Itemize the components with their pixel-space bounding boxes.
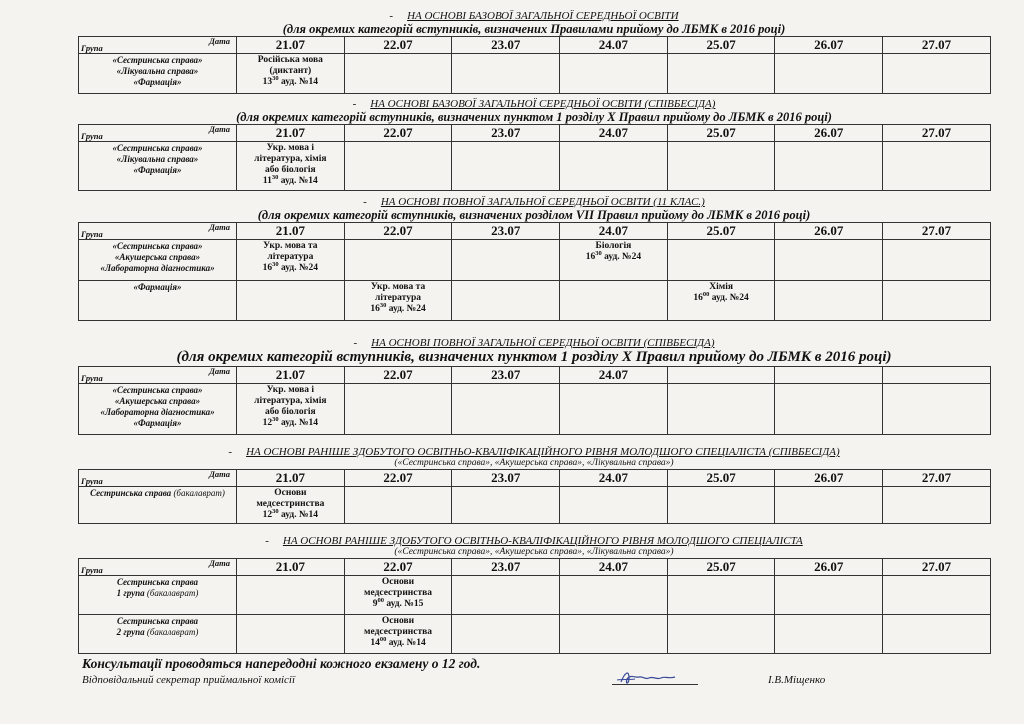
exam-subject: література xyxy=(375,293,422,303)
group-label: Група xyxy=(81,373,103,383)
exam-cell xyxy=(667,615,775,654)
group-cell xyxy=(79,142,237,191)
exam-cell xyxy=(775,615,883,654)
group-name: «Лікувальна справа» xyxy=(116,66,199,76)
group-label: Група xyxy=(81,476,103,486)
group-names xyxy=(79,241,236,274)
signature xyxy=(615,668,685,688)
exam-subject: або біологія xyxy=(265,407,316,417)
signature-line xyxy=(612,684,698,685)
exam-time-room xyxy=(345,638,452,649)
exam-time: 16 xyxy=(585,252,596,262)
group-label: Група xyxy=(81,131,103,141)
exam-time-room xyxy=(237,418,344,429)
exam-room: ауд. №14 xyxy=(388,638,426,648)
group-name: «Сестринська справа» xyxy=(112,55,203,65)
date-header: 26.07 xyxy=(775,470,883,487)
exam-time-room xyxy=(237,176,344,187)
group-names xyxy=(79,577,236,599)
corner-cell xyxy=(79,125,237,142)
exam-time-minutes: 30 xyxy=(272,416,279,423)
exam-room: ауд. №14 xyxy=(280,176,318,186)
group-cell xyxy=(79,384,237,435)
exam-cell xyxy=(452,487,560,524)
corner-cell xyxy=(79,37,237,54)
exam-cell xyxy=(560,615,668,654)
group-name: «Акушерська справа» xyxy=(114,396,201,406)
exam-time-room xyxy=(345,599,452,610)
date-header: 22.07 xyxy=(344,559,452,576)
section-subtitle: («Сестринська справа», «Акушерська справа», «Лікувальна справа») xyxy=(394,458,674,468)
group-cell xyxy=(79,615,237,654)
exam-time: 16 xyxy=(370,304,380,314)
exam-time-room xyxy=(237,77,344,88)
corner-cell xyxy=(79,559,237,576)
exam-room: ауд. №24 xyxy=(388,304,426,314)
exam-time-minutes: 00 xyxy=(377,597,384,604)
exam-room: ауд. №24 xyxy=(604,252,642,262)
exam-subject: медсестринства xyxy=(256,499,325,509)
exam-subject: Укр. мова і xyxy=(266,385,315,395)
exam-cell xyxy=(344,240,452,281)
exam-subject: або біологія xyxy=(265,165,316,175)
exam-subject: Хімія xyxy=(709,282,733,292)
date-header xyxy=(667,367,775,384)
group-name-line xyxy=(79,627,236,638)
date-header: 25.07 xyxy=(667,470,775,487)
group-name: «Сестринська справа» xyxy=(112,241,203,251)
section-subtitle: (для окремих категорій вступників, визначених пунктом 1 розділу Х Правил прийому до ЛБМК в 2016 році) xyxy=(236,110,832,124)
exam-cell xyxy=(883,54,991,94)
exam-cell xyxy=(560,384,668,435)
date-header: 21.07 xyxy=(237,125,345,142)
exam-subject: Укр. мова і xyxy=(266,143,315,153)
exam-time-room xyxy=(237,263,344,274)
exam-time-minutes: 00 xyxy=(379,636,387,643)
group-cell xyxy=(79,281,237,321)
group-name: Сестринська справа xyxy=(116,577,199,587)
exam-cell xyxy=(775,281,883,321)
exam-time-minutes: 00 xyxy=(702,291,710,298)
exam-cell xyxy=(883,384,991,435)
exam-cell xyxy=(883,615,991,654)
exam-subject: Біологія xyxy=(595,241,632,251)
exam-cell xyxy=(237,240,345,281)
exam-cell xyxy=(452,142,560,191)
exam-cell xyxy=(560,54,668,94)
exam-subject: література xyxy=(267,252,314,262)
date-header: 22.07 xyxy=(344,367,452,384)
exam-cell xyxy=(237,384,345,435)
exam-time-room xyxy=(345,304,452,315)
exam-cell xyxy=(667,384,775,435)
section-title: НА ОСНОВІ БАЗОВОЇ ЗАГАЛЬНОЇ СЕРЕДНЬОЇ ОСВІТИ (СПІВБЕСІДА) xyxy=(370,98,716,110)
exam-cell xyxy=(344,487,452,524)
group-name: «Фармація» xyxy=(133,418,182,428)
date-header: 21.07 xyxy=(237,559,345,576)
group-name: «Лабораторна діагностика» xyxy=(100,407,215,417)
section-3: - НА ОСНОВІ ПОВНОЇ ЗАГАЛЬНОЇ СЕРЕДНЬОЇ ОСВІТИ (11 КЛАС.) (для окремих категорій вступників, визначених розділом VІІ Правил прийому до ЛБМК в 2016 році) Дата Група 21.07 22.07 23.07 24.07 25.07 26.07 27.07 «Сестринська справа» «Акушерська справа» «Лабораторна діагностика» Укр. мова та література $16^{30}$ ауд. №24 Біологія $16^{30}$ ауд. №24 «Фармація» Укр. мова та література $16^{30}$ ауд. №24 Хімія $16^{00}$ ауд. №24 xyxy=(78,196,990,321)
group-names xyxy=(79,282,236,293)
date-header: 22.07 xyxy=(344,223,452,240)
exam-time: 16 xyxy=(693,293,703,303)
exam-cell xyxy=(883,142,991,191)
exam-cell xyxy=(344,615,452,654)
group-label: Група xyxy=(81,43,103,53)
date-header: 27.07 xyxy=(883,223,991,240)
exam-subject: Основи xyxy=(381,616,415,626)
group-name: «Лабораторна діагностика» xyxy=(100,263,215,273)
exam-cell xyxy=(667,281,775,321)
exam-cell xyxy=(344,54,452,94)
exam-cell xyxy=(237,54,345,94)
date-header: 27.07 xyxy=(883,37,991,54)
exam-time-minutes: 30 xyxy=(272,75,279,82)
exam-subject: Основи xyxy=(274,488,307,498)
corner-cell xyxy=(79,470,237,487)
exam-cell xyxy=(452,615,560,654)
exam-subject: (диктант) xyxy=(269,66,312,76)
exam-cell xyxy=(667,54,775,94)
date-header: 22.07 xyxy=(344,37,452,54)
date-header: 21.07 xyxy=(237,223,345,240)
exam-time-minutes: 30 xyxy=(271,174,279,181)
date-header: 23.07 xyxy=(452,37,560,54)
exam-cell xyxy=(667,142,775,191)
exam-room: ауд. №14 xyxy=(281,77,319,87)
date-label: Дата xyxy=(209,558,230,568)
exam-subject: Російська мова xyxy=(257,55,323,65)
exam-subject: медсестринства xyxy=(364,588,433,598)
group-name-line xyxy=(79,588,236,599)
exam-cell xyxy=(560,487,668,524)
date-label: Дата xyxy=(209,36,230,46)
group-names xyxy=(79,385,236,429)
schedule-table xyxy=(78,469,991,524)
schedule-table xyxy=(78,222,991,321)
date-header: 27.07 xyxy=(883,470,991,487)
group-names xyxy=(79,55,236,88)
group-name: «Фармація» xyxy=(133,165,182,175)
group-name: «Акушерська справа» xyxy=(114,252,201,262)
date-header: 27.07 xyxy=(883,125,991,142)
exam-subject: література, хімія xyxy=(254,154,327,164)
exam-cell xyxy=(775,487,883,524)
exam-time-minutes: 30 xyxy=(272,508,279,515)
date-label: Дата xyxy=(209,222,230,232)
date-label: Дата xyxy=(209,124,230,134)
exam-cell xyxy=(452,281,560,321)
exam-cell xyxy=(560,240,668,281)
exam-cell xyxy=(883,487,991,524)
exam-time-minutes: 30 xyxy=(272,261,279,268)
exam-time: 16 xyxy=(262,263,273,273)
exam-cell xyxy=(237,281,345,321)
exam-cell xyxy=(344,142,452,191)
group-cell xyxy=(79,240,237,281)
group-name: «Лікувальна справа» xyxy=(116,154,199,164)
exam-time: 13 xyxy=(262,77,273,87)
exam-room: ауд. №15 xyxy=(386,599,424,609)
exam-room: ауд. №14 xyxy=(281,510,319,520)
exam-cell xyxy=(560,142,668,191)
group-names xyxy=(79,616,236,638)
exam-cell xyxy=(237,576,345,615)
exam-cell xyxy=(775,384,883,435)
date-header: 23.07 xyxy=(452,223,560,240)
exam-subject: медсестринства xyxy=(364,627,433,637)
exam-subject: Основи xyxy=(381,577,415,587)
date-header: 26.07 xyxy=(775,559,883,576)
group-label: Група xyxy=(81,565,103,575)
group-cell xyxy=(79,487,237,524)
group-cell xyxy=(79,576,237,615)
group-note: (бакалаврат) xyxy=(146,627,199,637)
date-label: Дата xyxy=(209,469,230,479)
group-note: (бакалаврат) xyxy=(146,588,199,598)
exam-room: ауд. №14 xyxy=(281,418,319,428)
exam-subject: література, хімія xyxy=(254,396,327,406)
group-names xyxy=(79,143,236,176)
exam-time-room xyxy=(668,293,775,304)
date-header: 26.07 xyxy=(775,37,883,54)
exam-time-minutes: 30 xyxy=(595,250,602,257)
schedule-table xyxy=(78,36,991,94)
exam-cell xyxy=(667,487,775,524)
date-header xyxy=(775,367,883,384)
date-header: 24.07 xyxy=(560,470,668,487)
section-4: - НА ОСНОВІ ПОВНОЇ ЗАГАЛЬНОЇ СЕРЕДНЬОЇ ОСВІТИ (СПІВБЕСІДА) (для окремих категорій вступників, визначених пунктом 1 розділу Х Правил прийому до ЛБМК в 2016 році) Дата Група 21.07 22.07 23.07 24.07 «Сестринська справа» «Акушерська справа» «Лабораторна діагностика» «Фармація» Укр. мова і література, хімія або біологія $12^{30}$ ауд. №14 xyxy=(78,337,990,435)
date-header: 21.07 xyxy=(237,367,345,384)
section-title: НА ОСНОВІ РАНІШЕ ЗДОБУТОГО ОСВІТНЬО-КВАЛІФІКАЦІЙНОГО РІВНЯ МОЛОДШОГО СПЕЦІАЛІСТА (СПІВБЕСІДА) xyxy=(246,446,840,458)
exam-cell xyxy=(883,281,991,321)
exam-time-minutes: 30 xyxy=(379,302,387,309)
exam-cell xyxy=(237,615,345,654)
section-5: - НА ОСНОВІ РАНІШЕ ЗДОБУТОГО ОСВІТНЬО-КВАЛІФІКАЦІЙНОГО РІВНЯ МОЛОДШОГО СПЕЦІАЛІСТА (СПІВБЕСІДА) («Сестринська справа», «Акушерська справа», «Лікувальна справа») Дата Група 21.07 22.07 23.07 24.07 25.07 26.07 27.07 Сестринська справа (бакалаврат) Основи медсестринства $12^{30}$ ауд. №14 xyxy=(78,446,990,524)
exam-cell xyxy=(775,240,883,281)
exam-subject: Укр. мова та xyxy=(370,282,426,292)
secretary-name: І.В.Міщенко xyxy=(768,674,826,686)
section-title: НА ОСНОВІ РАНІШЕ ЗДОБУТОГО ОСВІТНЬО-КВАЛІФІКАЦІЙНОГО РІВНЯ МОЛОДШОГО СПЕЦІАЛІСТА xyxy=(282,535,803,547)
date-header: 22.07 xyxy=(344,470,452,487)
exam-cell xyxy=(883,576,991,615)
exam-cell xyxy=(344,384,452,435)
section-subtitle: (для окремих категорій вступників, визначених розділом VІІ Правил прийому до ЛБМК в 2016 році) xyxy=(257,208,811,222)
date-header: 23.07 xyxy=(452,559,560,576)
date-header: 27.07 xyxy=(883,559,991,576)
exam-cell xyxy=(237,142,345,191)
group-name: Сестринська справа xyxy=(90,488,172,498)
group-note: (бакалаврат) xyxy=(173,488,225,498)
group-name: 1 група xyxy=(116,588,145,598)
corner-cell xyxy=(79,223,237,240)
group-name: «Сестринська справа» xyxy=(112,385,203,395)
exam-cell xyxy=(775,576,883,615)
section-subtitle: (для окремих категорій вступників, визначених пунктом 1 розділу Х Правил прийому до ЛБМК в 2016 році) xyxy=(176,349,892,365)
date-header: 25.07 xyxy=(667,37,775,54)
exam-time: 14 xyxy=(370,638,380,648)
date-header: 25.07 xyxy=(667,125,775,142)
date-header: 24.07 xyxy=(560,37,668,54)
exam-time: 12 xyxy=(262,510,273,520)
exam-cell xyxy=(775,142,883,191)
exam-cell xyxy=(775,54,883,94)
group-name: 2 група xyxy=(116,627,145,637)
exam-cell xyxy=(560,576,668,615)
exam-room: ауд. №24 xyxy=(711,293,749,303)
date-header: 23.07 xyxy=(452,470,560,487)
date-header: 22.07 xyxy=(344,125,452,142)
exam-cell xyxy=(452,576,560,615)
section-6: - НА ОСНОВІ РАНІШЕ ЗДОБУТОГО ОСВІТНЬО-КВАЛІФІКАЦІЙНОГО РІВНЯ МОЛОДШОГО СПЕЦІАЛІСТА («Сестринська справа», «Акушерська справа», «Лікувальна справа») Дата Група 21.07 22.07 23.07 24.07 25.07 26.07 27.07 Сестринська справа 1 група (бакалаврат) Основи медсестринства $9^{00}$ ауд. №15 Сестринська справа 2 група (бакалаврат) Основи медсестринства $14^{00}$ ауд. №14 xyxy=(78,535,990,654)
corner-cell xyxy=(79,367,237,384)
date-header: 24.07 xyxy=(560,559,668,576)
group-name: «Фармація» xyxy=(133,77,182,87)
date-header: 21.07 xyxy=(237,470,345,487)
section-title: НА ОСНОВІ ПОВНОЇ ЗАГАЛЬНОЇ СЕРЕДНЬОЇ ОСВІТИ (11 КЛАС.) xyxy=(380,196,705,208)
group-names xyxy=(79,488,236,499)
group-name-line xyxy=(79,488,236,499)
section-subtitle: («Сестринська справа», «Акушерська справа», «Лікувальна справа») xyxy=(394,547,674,557)
exam-cell xyxy=(452,54,560,94)
group-label: Група xyxy=(81,229,103,239)
date-header: 26.07 xyxy=(775,125,883,142)
exam-cell xyxy=(560,281,668,321)
date-header: 24.07 xyxy=(560,367,668,384)
exam-cell xyxy=(883,240,991,281)
section-1: - НА ОСНОВІ БАЗОВОЇ ЗАГАЛЬНОЇ СЕРЕДНЬОЇ ОСВІТИ (для окремих категорій вступників, визначених Правилами прийому до ЛБМК в 2016 році) Дата Група 21.07 22.07 23.07 24.07 25.07 26.07 27.07 «Сестринська справа» «Лікувальна справа» «Фармація» Російська мова (диктант) $13^{30}$ ауд. №14 xyxy=(78,10,990,94)
group-name: Сестринська справа xyxy=(116,616,199,626)
exam-cell xyxy=(452,384,560,435)
group-cell xyxy=(79,54,237,94)
schedule-table xyxy=(78,124,991,191)
group-name: «Сестринська справа» xyxy=(112,143,203,153)
exam-time: 11 xyxy=(262,176,272,186)
date-header: 21.07 xyxy=(237,37,345,54)
date-header: 23.07 xyxy=(452,125,560,142)
exam-cell xyxy=(344,576,452,615)
schedule-table xyxy=(78,558,991,654)
section-subtitle: (для окремих категорій вступників, визначених Правилами прийому до ЛБМК в 2016 році) xyxy=(282,22,786,36)
exam-time: 9 xyxy=(372,599,378,609)
section-title: НА ОСНОВІ БАЗОВОЇ ЗАГАЛЬНОЇ СЕРЕДНЬОЇ ОСВІТИ xyxy=(407,10,679,22)
exam-cell xyxy=(452,240,560,281)
consultation-note: Консультації проводяться напередодні кожного екзамену о 12 год. xyxy=(82,656,481,671)
secretary-label: Відповідальний секретар приймальної комісії xyxy=(82,674,296,686)
exam-time-room xyxy=(560,252,667,263)
section-title: НА ОСНОВІ ПОВНОЇ ЗАГАЛЬНОЇ СЕРЕДНЬОЇ ОСВІТИ (СПІВБЕСІДА) xyxy=(371,337,715,349)
date-header: 25.07 xyxy=(667,559,775,576)
exam-cell xyxy=(667,576,775,615)
section-2: - НА ОСНОВІ БАЗОВОЇ ЗАГАЛЬНОЇ СЕРЕДНЬОЇ ОСВІТИ (СПІВБЕСІДА) (для окремих категорій вступників, визначених пунктом 1 розділу Х Правил прийому до ЛБМК в 2016 році) Дата Група 21.07 22.07 23.07 24.07 25.07 26.07 27.07 «Сестринська справа» «Лікувальна справа» «Фармація» Укр. мова і література, хімія або біологія $11^{30}$ ауд. №14 xyxy=(78,98,990,191)
exam-time: 12 xyxy=(262,418,273,428)
date-header: 24.07 xyxy=(560,125,668,142)
schedule-table xyxy=(78,366,991,435)
exam-cell xyxy=(237,487,345,524)
date-header xyxy=(883,367,991,384)
exam-room: ауд. №24 xyxy=(281,263,319,273)
exam-cell xyxy=(667,240,775,281)
date-header: 26.07 xyxy=(775,223,883,240)
date-header: 23.07 xyxy=(452,367,560,384)
exam-cell xyxy=(344,281,452,321)
date-label: Дата xyxy=(209,366,230,376)
group-name: «Фармація» xyxy=(133,282,182,292)
date-header: 24.07 xyxy=(560,223,668,240)
exam-subject: Укр. мова та xyxy=(263,241,318,251)
exam-time-room xyxy=(237,510,344,521)
date-header: 25.07 xyxy=(667,223,775,240)
